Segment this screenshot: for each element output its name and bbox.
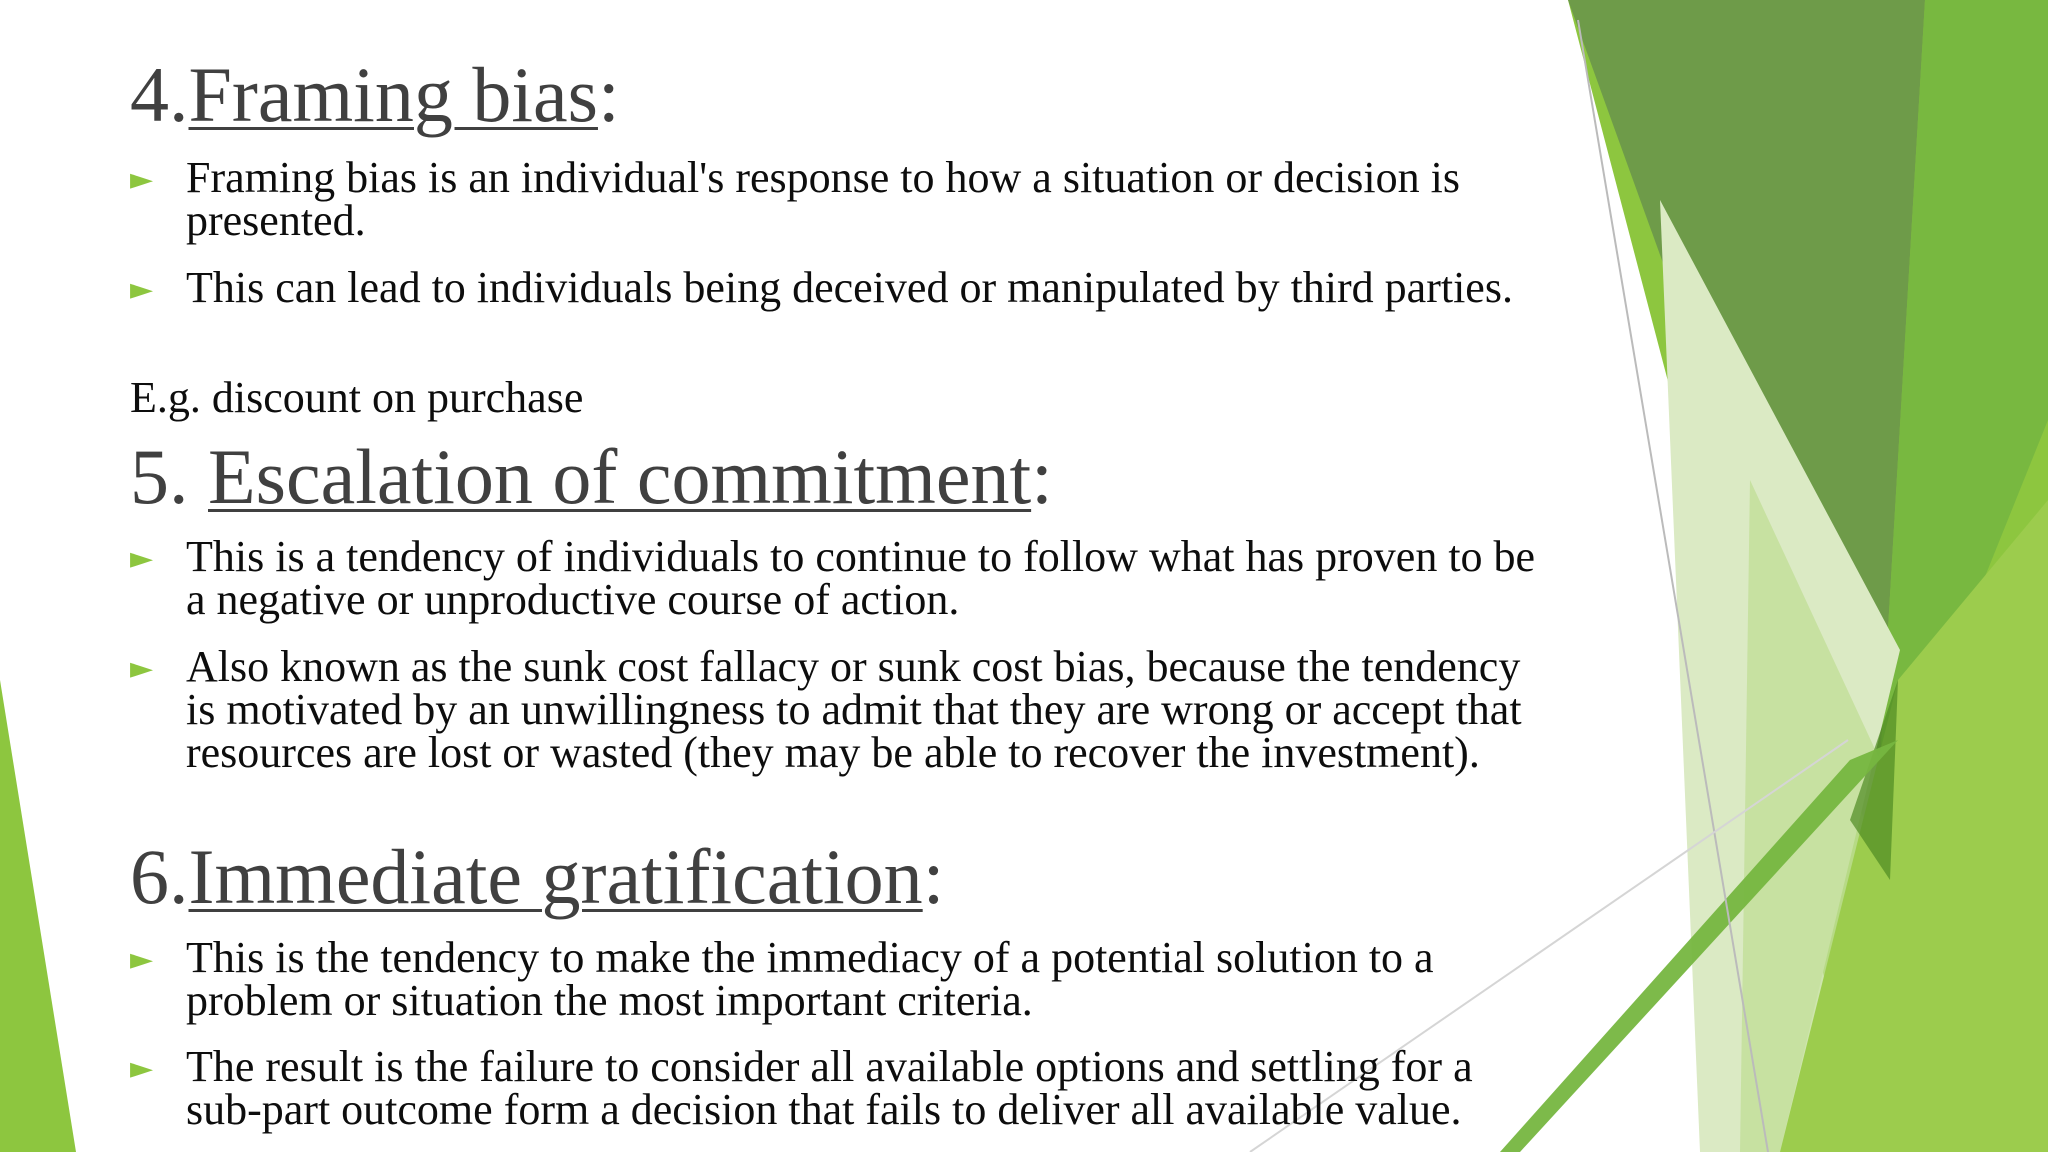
bullet-text: This is a tendency of individuals to continue to follow what has proven to be a negative or unproductive course of action. (186, 532, 1536, 624)
bullet-text: Framing bias is an individual's response to how a situation or decision is presented. (186, 153, 1461, 245)
section-heading-escalation-of-commitment (130, 433, 1053, 520)
section-number: 5. (130, 433, 208, 520)
bullet-text: This can lead to individuals being deceived or manipulated by third parties. (186, 263, 1513, 312)
bullet-text: Also known as the sunk cost fallacy or sunk cost bias, because the tendency is motivated by an unwillingness to admit that they are wrong or accept that resources are lost or wasted (they may be able to recover the investment). (186, 642, 1522, 777)
bullet-item (130, 1042, 1550, 1134)
section-number: 4. (130, 51, 189, 138)
section-colon: : (1031, 433, 1053, 520)
section-number: 6. (130, 833, 189, 920)
bullet-item (130, 642, 1550, 777)
bullet-text: This is the tendency to make the immediacy of a potential solution to a problem or situation the most important criteria. (186, 933, 1434, 1025)
section-title: Immediate gratification (188, 833, 923, 920)
section-colon: : (597, 51, 620, 138)
triangle-right-icon: ► (130, 651, 154, 686)
triangle-right-icon: ► (130, 1051, 154, 1086)
bullet-item (130, 263, 1550, 312)
section-heading-framing-bias (130, 51, 620, 138)
section-colon: : (922, 833, 945, 920)
bullet-item (130, 933, 1550, 1025)
bullet-item (130, 153, 1550, 245)
section-title: Escalation of commitment (208, 433, 1032, 520)
triangle-right-icon: ► (130, 272, 154, 307)
triangle-right-icon: ► (130, 541, 154, 576)
bullet-item (130, 532, 1550, 624)
example-note: E.g. discount on purchase (130, 373, 584, 422)
section-title: Framing bias (188, 51, 598, 138)
section-heading-immediate-gratification (130, 833, 945, 920)
bullet-text: The result is the failure to consider all available options and settling for a sub-part outcome form a decision that fails to deliver all available value. (186, 1042, 1473, 1134)
triangle-right-icon: ► (130, 162, 154, 197)
triangle-right-icon: ► (130, 942, 154, 977)
